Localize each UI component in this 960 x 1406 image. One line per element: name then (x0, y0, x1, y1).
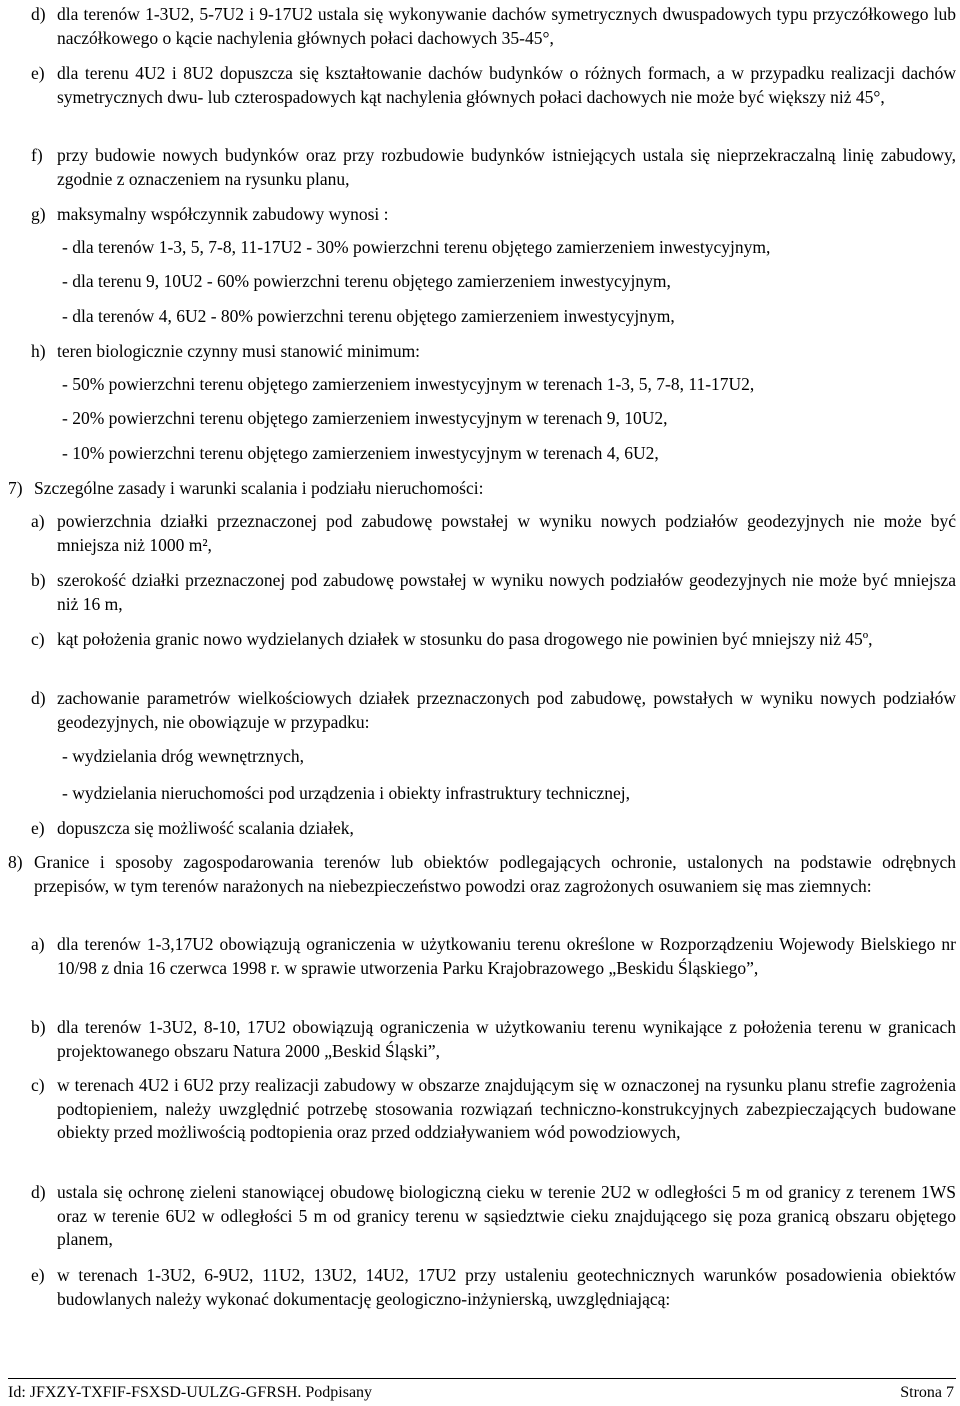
list-item (62, 782, 952, 806)
paragraph-h-biologically-active (31, 340, 956, 364)
paragraph-label: d) (31, 1182, 46, 1202)
paragraph-8e-geotechnical (31, 1264, 956, 1311)
page-number: Strona 7 (900, 1384, 954, 1401)
paragraph-label: a) (31, 934, 45, 954)
list-item (62, 745, 952, 769)
paragraph-label: c) (31, 629, 45, 649)
paragraph-label: h) (31, 341, 46, 361)
list-item-text: - wydzielania nieruchomości pod urządzenia i obiekty infrastruktury technicznej, (62, 783, 631, 803)
list-item-text: - 50% powierzchni terenu objętego zamierzeniem inwestycyjnym w terenach 1-3, 5, 7-8, 11-17U2, (62, 374, 755, 394)
paragraph-7d-exceptions (31, 687, 956, 734)
paragraph-text: kąt położenia granic nowo wydzielanych działek w stosunku do pasa drogowego nie powinien być mniejszy niż 45º, (57, 629, 873, 649)
paragraph-8c-flood-zone (31, 1074, 956, 1145)
section-number: 8) (8, 852, 23, 872)
section-8-heading (8, 851, 956, 898)
section-title: Granice i sposoby zagospodarowania terenów lub obiektów podlegających ochronie, ustalonych na podstawie odrębnych przepisów, w tym terenów narażonych na niebezpieczeństwo powodzi oraz zagrożonych osuwaniem się mas ziemnych: (34, 852, 956, 896)
list-item (62, 373, 952, 397)
paragraph-label: c) (31, 1075, 45, 1095)
paragraph-text: powierzchnia działki przeznaczonej pod zabudowę powstałej w wyniku nowych podziałów geodezyjnych nie może być mniejsza niż 1000 m², (57, 511, 956, 555)
paragraph-d-roofs (31, 3, 956, 50)
paragraph-text: przy budowie nowych budynków oraz przy rozbudowie budynków istniejących ustala się nieprzekraczalną linię zabudowy, zgodnie z oznaczeniem na rysunku planu, (57, 145, 956, 189)
paragraph-text: szerokość działki przeznaczonej pod zabudowę powstałej w wyniku nowych podziałów geodezyjnych nie może być mniejsza niż 16 m, (57, 570, 956, 614)
list-item-text: - 10% powierzchni terenu objętego zamierzeniem inwestycyjnym w terenach 4, 6U2, (62, 443, 659, 463)
paragraph-label: d) (31, 688, 46, 708)
paragraph-text: dla terenu 4U2 i 8U2 dopuszcza się kształtowanie dachów budynków o różnych formach, a w przypadku realizacji dachów symetrycznych dwu- lub czterospadowych kąt nachylenia głównych połaci dachowych nie może być większy niż 45°, (57, 63, 956, 107)
list-item-text: - dla terenów 4, 6U2 - 80% powierzchni terenu objętego zamierzeniem inwestycyjnym, (62, 306, 675, 326)
section-7-heading (8, 477, 956, 501)
paragraph-e-roofs (31, 62, 956, 109)
paragraph-text: dopuszcza się możliwość scalania działek, (57, 818, 354, 838)
paragraph-label: e) (31, 63, 45, 83)
paragraph-label: d) (31, 4, 46, 24)
paragraph-text: w terenach 4U2 i 6U2 przy realizacji zabudowy w obszarze znajdującym się w oznaczonej na rysunku planu strefie zagrożenia podtopieniem, należy uwzględnić potrzebę stosowania rozwiązań techniczno-konstrukcyjnych zabezpieczających budowane obiekty przed możliwością podtopienia oraz przed oddziaływaniem wód powodziowych, (57, 1075, 956, 1142)
paragraph-text: dla terenów 1-3U2, 5-7U2 i 9-17U2 ustala się wykonywanie dachów symetrycznych dwuspadowych typu przyczółkowego lub naczółkowego o kącie nachylenia głównych połaci dachowych 35-45°, (57, 4, 956, 48)
document-id: Id: JFXZY-TXFIF-FSXSD-UULZG-GFRSH. Podpisany (8, 1384, 373, 1401)
paragraph-label: b) (31, 1017, 46, 1037)
paragraph-text: w terenach 1-3U2, 6-9U2, 11U2, 13U2, 14U2, 17U2 przy ustaleniu geotechnicznych warunków posadowienia obiektów budowlanych należy wykonać dokumentację geologiczno-inżynierską, uwzględniającą: (57, 1265, 956, 1309)
paragraph-text: maksymalny współczynnik zabudowy wynosi : (57, 204, 389, 224)
footer-divider (8, 1378, 956, 1379)
paragraph-label: e) (31, 818, 45, 838)
paragraph-text: dla terenów 1-3,17U2 obowiązują ograniczenia w użytkowaniu terenu określone w Rozporządzeniu Wojewody Bielskiego nr 10/98 z dnia 16 czerwca 1998 r. w sprawie utworzenia Parku Krajobrazowego „Beskidu Śląskiego”, (57, 934, 956, 978)
list-item (62, 305, 952, 329)
paragraph-7e-merging (31, 817, 956, 841)
paragraph-8a-landscape-park (31, 933, 956, 980)
list-item-text: - dla terenów 1-3, 5, 7-8, 11-17U2 - 30% powierzchni terenu objętego zamierzeniem inwestycyjnym, (62, 237, 771, 257)
paragraph-label: a) (31, 511, 45, 531)
paragraph-label: g) (31, 204, 46, 224)
paragraph-text: dla terenów 1-3U2, 8-10, 17U2 obowiązują ograniczenia w użytkowaniu terenu wynikające z położenia terenu w granicach projektowanego obszaru Natura 2000 „Beskid Śląski”, (57, 1017, 956, 1061)
paragraph-7c-angle (31, 628, 956, 652)
section-title: Szczególne zasady i warunki scalania i podziału nieruchomości: (34, 478, 484, 498)
paragraph-7a-min-area (31, 510, 956, 557)
paragraph-7b-min-width (31, 569, 956, 616)
list-item (62, 442, 952, 466)
list-item (62, 236, 952, 260)
list-item (62, 270, 952, 294)
list-item-text: - dla terenu 9, 10U2 - 60% powierzchni terenu objętego zamierzeniem inwestycyjnym, (62, 271, 671, 291)
list-item-text: - wydzielania dróg wewnętrznych, (62, 746, 304, 766)
paragraph-text: teren biologicznie czynny musi stanowić minimum: (57, 341, 421, 361)
paragraph-f-building-line (31, 144, 956, 191)
paragraph-8b-natura-2000 (31, 1016, 956, 1063)
list-item-text: - 20% powierzchni terenu objętego zamierzeniem inwestycyjnym w terenach 9, 10U2, (62, 408, 668, 428)
list-item (62, 407, 952, 431)
paragraph-text: ustala się ochronę zieleni stanowiącej obudowę biologiczną cieku w terenie 2U2 w odległości 5 m od granicy z terenem 1WS oraz w terenie 6U2 w odległości 5 m od granicy terenu w sąsiedztwie cieku znajdującego się poza granicą obszaru objętego planem, (57, 1182, 956, 1249)
paragraph-text: zachowanie parametrów wielkościowych działek przeznaczonych pod zabudowę, powstałych w wyniku nowych podziałów geodezyjnych, nie obowiązuje w przypadku: (57, 688, 956, 732)
section-number: 7) (8, 478, 23, 498)
paragraph-8d-greenery-protection (31, 1181, 956, 1252)
paragraph-label: e) (31, 1265, 45, 1285)
paragraph-label: b) (31, 570, 46, 590)
paragraph-label: f) (31, 145, 43, 165)
paragraph-g-coverage (31, 203, 956, 227)
